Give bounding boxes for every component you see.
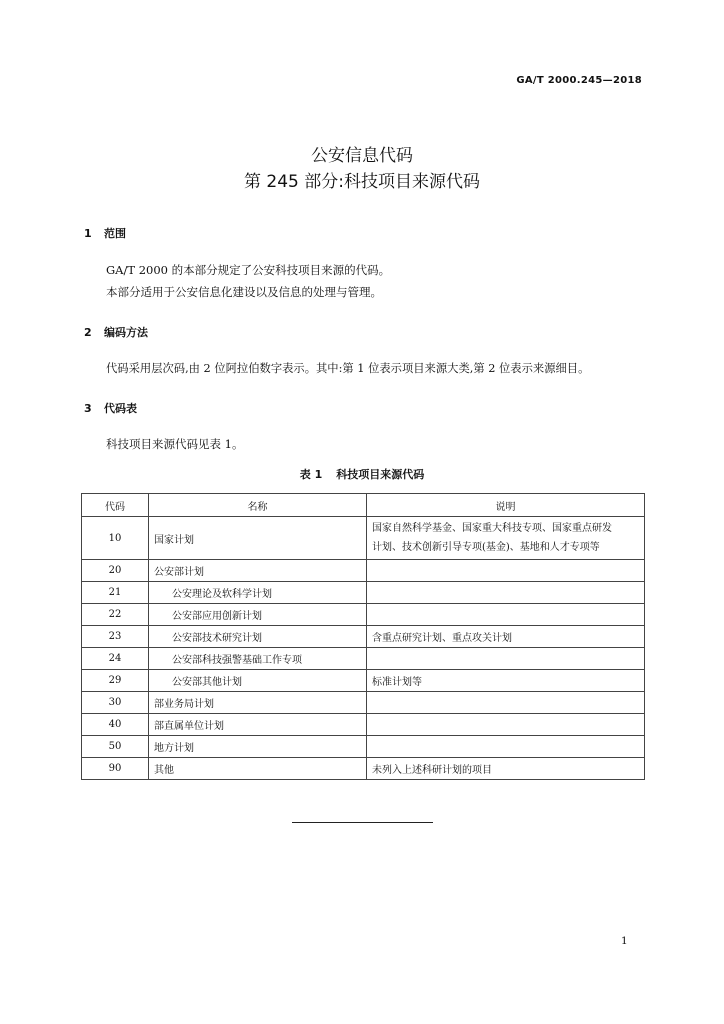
name-cell: 公安部技术研究计划: [149, 626, 367, 648]
page-number: 1: [621, 935, 628, 947]
description-cell: 未列入上述科研计划的项目: [367, 758, 645, 780]
code-cell: 90: [82, 758, 149, 780]
table-row: [82, 626, 645, 648]
end-of-document-rule: [292, 822, 433, 823]
name-cell: 部直属单位计划: [149, 714, 367, 736]
header-description: 说明: [367, 494, 645, 517]
section-title: 代码表: [104, 402, 137, 415]
section-title: 编码方法: [104, 326, 148, 339]
code-cell: 22: [82, 604, 149, 626]
table-row: [82, 736, 645, 758]
header-code: 代码: [82, 494, 149, 517]
table-caption: [0, 466, 724, 482]
name-cell: 地方计划: [149, 736, 367, 758]
name-cell: 公安部其他计划: [149, 670, 367, 692]
description-cell: [367, 560, 645, 582]
description-line: 计划、技术创新引导专项(基金)、基地和人才专项等: [372, 542, 600, 553]
description-cell: 含重点研究计划、重点攻关计划: [367, 626, 645, 648]
name-cell: 公安部科技强警基础工作专项: [149, 648, 367, 670]
name-cell: 国家计划: [149, 517, 367, 560]
table-caption-title: 科技项目来源代码: [336, 468, 425, 481]
paragraph: 科技项目来源代码见表 1。: [106, 437, 244, 451]
description-cell: [367, 648, 645, 670]
section-heading-scope: [84, 225, 126, 241]
paragraph: GA/T 2000 的本部分规定了公安科技项目来源的代码。: [106, 263, 391, 277]
section-number: 1: [84, 227, 92, 240]
description-cell: [367, 692, 645, 714]
section-number: 2: [84, 326, 92, 339]
code-cell: 10: [82, 517, 149, 560]
section-heading-code-table: [84, 400, 137, 416]
paragraph: 代码采用层次码,由 2 位阿拉伯数字表示。其中:第 1 位表示项目来源大类,第 2 位表示来源细目。: [106, 362, 590, 375]
code-table: [81, 493, 645, 780]
section-title: 范围: [104, 227, 126, 240]
table-row: [82, 517, 645, 560]
table-row: [82, 758, 645, 780]
code-cell: 23: [82, 626, 149, 648]
code-cell: 29: [82, 670, 149, 692]
table-row: [82, 692, 645, 714]
name-cell: 公安部应用创新计划: [149, 604, 367, 626]
description-cell: [367, 714, 645, 736]
name-cell: 其他: [149, 758, 367, 780]
name-cell: 部业务局计划: [149, 692, 367, 714]
paragraph: 本部分适用于公安信息化建设以及信息的处理与管理。: [106, 285, 382, 299]
description-cell: [367, 582, 645, 604]
section-heading-coding-method: [84, 324, 148, 340]
table-caption-number: 表 1: [299, 468, 323, 481]
table-header-row: [82, 494, 645, 517]
table-row: [82, 560, 645, 582]
name-cell: 公安理论及软科学计划: [149, 582, 367, 604]
table-row: [82, 670, 645, 692]
document-title-line1: 公安信息代码: [311, 146, 413, 166]
table-row: [82, 648, 645, 670]
standard-number: GA/T 2000.245—2018: [516, 75, 642, 86]
table-row: [82, 604, 645, 626]
code-cell: 21: [82, 582, 149, 604]
code-cell: 20: [82, 560, 149, 582]
header-name: 名称: [149, 494, 367, 517]
code-cell: 24: [82, 648, 149, 670]
description-cell: [367, 736, 645, 758]
table-row: [82, 714, 645, 736]
description-line: 国家自然科学基金、国家重大科技专项、国家重点研发: [372, 523, 612, 534]
code-cell: 40: [82, 714, 149, 736]
section-number: 3: [84, 402, 92, 415]
code-cell: 50: [82, 736, 149, 758]
description-cell: [367, 604, 645, 626]
name-cell: 公安部计划: [149, 560, 367, 582]
code-cell: 30: [82, 692, 149, 714]
table-row: [82, 582, 645, 604]
description-cell: [367, 517, 645, 560]
description-cell: 标准计划等: [367, 670, 645, 692]
document-title-line2: 第 245 部分:科技项目来源代码: [244, 172, 480, 192]
